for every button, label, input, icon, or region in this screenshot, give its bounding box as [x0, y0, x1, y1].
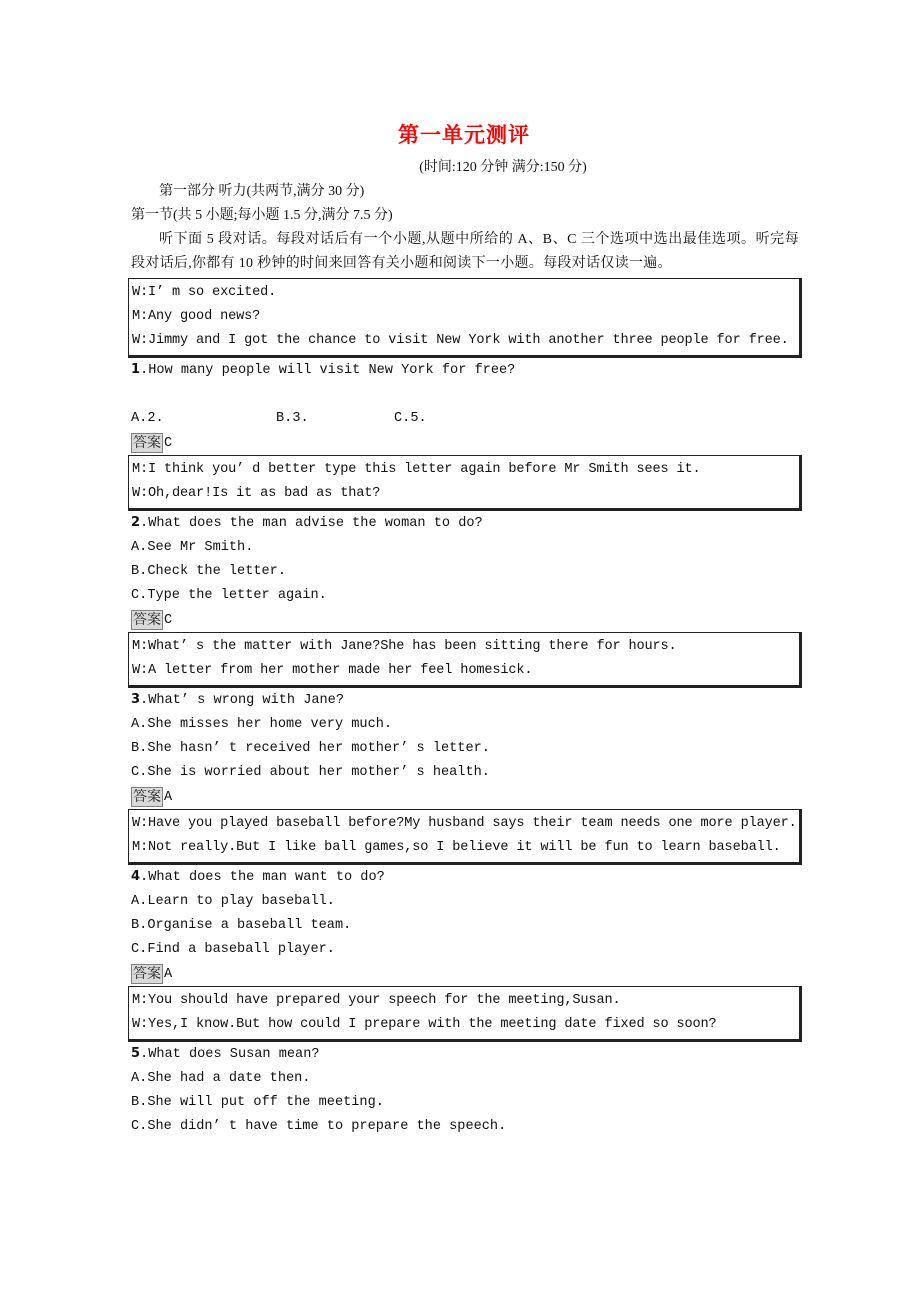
- option-a: A.See Mr Smith.: [131, 540, 254, 555]
- instructions: 听下面 5 段对话。每段对话后有一个小题,从题中所给的 A、B、C 三个选项中选出最佳选项。听完每段对话后,你都有 10 秒钟的时间来回答有关小题和阅读下一小题。每段对话仅读一遍。: [131, 232, 799, 271]
- option-a: A.She had a date then.: [131, 1071, 311, 1086]
- option-c: C.Find a baseball player.: [131, 942, 335, 957]
- option-b: B.She will put off the meeting.: [131, 1095, 384, 1110]
- part-heading: 第一部分 听力(共两节,满分 30 分): [159, 184, 365, 199]
- answer-row: [131, 432, 799, 454]
- options-row: [131, 407, 799, 431]
- dialog-line: M:You should have prepared your speech for the meeting,Susan.: [132, 993, 621, 1008]
- option-b: B.Organise a baseball team.: [131, 918, 352, 933]
- question-5: [131, 1042, 799, 1067]
- page-title: 第一单元测评: [398, 123, 530, 147]
- question-text: .What does Susan mean?: [140, 1047, 320, 1062]
- option-c: C.She didn’ t have time to prepare the speech.: [131, 1119, 507, 1134]
- question-text: .What’ s wrong with Jane?: [140, 693, 344, 708]
- answer-row: [131, 963, 799, 985]
- option-a: A.2.: [131, 411, 164, 426]
- question-text: .What does the man advise the woman to do?: [140, 516, 483, 531]
- answer-badge[interactable]: 答案: [133, 789, 161, 805]
- option-a: A.She misses her home very much.: [131, 717, 393, 732]
- exam-page: [131, 118, 799, 1139]
- dialog-line: W:I’ m so excited.: [132, 285, 277, 300]
- dialog-box: [128, 278, 802, 358]
- dialog-line: W:A letter from her mother made her feel homesick.: [132, 663, 533, 678]
- dialog-box: [128, 632, 802, 688]
- answer-row: [131, 786, 799, 808]
- question-3: [131, 688, 799, 713]
- answer-value: C: [164, 612, 173, 628]
- question-number: 1: [131, 362, 141, 377]
- question-4: [131, 865, 799, 890]
- question-2: [131, 511, 799, 536]
- question-text: .How many people will visit New York for free?: [140, 363, 516, 378]
- dialog-line: W:Oh,dear!Is it as bad as that?: [132, 486, 381, 501]
- question-number: 5: [131, 1046, 141, 1061]
- question-number: 3: [131, 692, 141, 707]
- question-number: 2: [131, 515, 141, 530]
- question-number: 4: [131, 869, 141, 884]
- dialog-line: W:Have you played baseball before?My husband says their team needs one more player.: [132, 816, 797, 831]
- question-1: [131, 358, 799, 383]
- option-b: B.3.: [276, 411, 309, 426]
- answer-badge[interactable]: 答案: [133, 612, 161, 628]
- answer-value: A: [164, 966, 173, 982]
- exam-time-score: (时间:120 分钟 满分:150 分): [419, 160, 587, 175]
- answer-value: C: [164, 435, 173, 451]
- spacer: [131, 383, 799, 407]
- dialog-line: W:Yes,I know.But how could I prepare with the meeting date fixed so soon?: [132, 1017, 717, 1032]
- dialog-line: M:Any good news?: [132, 309, 261, 324]
- answer-badge[interactable]: 答案: [133, 435, 161, 451]
- option-c: C.Type the letter again.: [131, 588, 327, 603]
- dialog-box: [128, 455, 802, 511]
- dialog-line: M:Not really.But I like ball games,so I believe it will be fun to learn baseball.: [132, 840, 781, 855]
- question-text: .What does the man want to do?: [140, 870, 385, 885]
- dialog-line: W:Jimmy and I got the chance to visit New York with another three people for free.: [132, 333, 789, 348]
- dialog-line: M:I think you’ d better type this letter again before Mr Smith sees it.: [132, 462, 701, 477]
- dialog-line: M:What’ s the matter with Jane?She has been sitting there for hours.: [132, 639, 677, 654]
- answer-badge[interactable]: 答案: [133, 966, 161, 982]
- option-a: A.Learn to play baseball.: [131, 894, 335, 909]
- option-b: B.She hasn’ t received her mother’ s letter.: [131, 741, 490, 756]
- option-c: C.She is worried about her mother’ s health.: [131, 765, 490, 780]
- dialog-box: [128, 986, 802, 1042]
- option-b: B.Check the letter.: [131, 564, 286, 579]
- answer-row: [131, 609, 799, 631]
- option-c: C.5.: [394, 411, 427, 426]
- answer-value: A: [164, 789, 173, 805]
- section-heading: 第一节(共 5 小题;每小题 1.5 分,满分 7.5 分): [131, 208, 393, 223]
- dialog-box: [128, 809, 802, 865]
